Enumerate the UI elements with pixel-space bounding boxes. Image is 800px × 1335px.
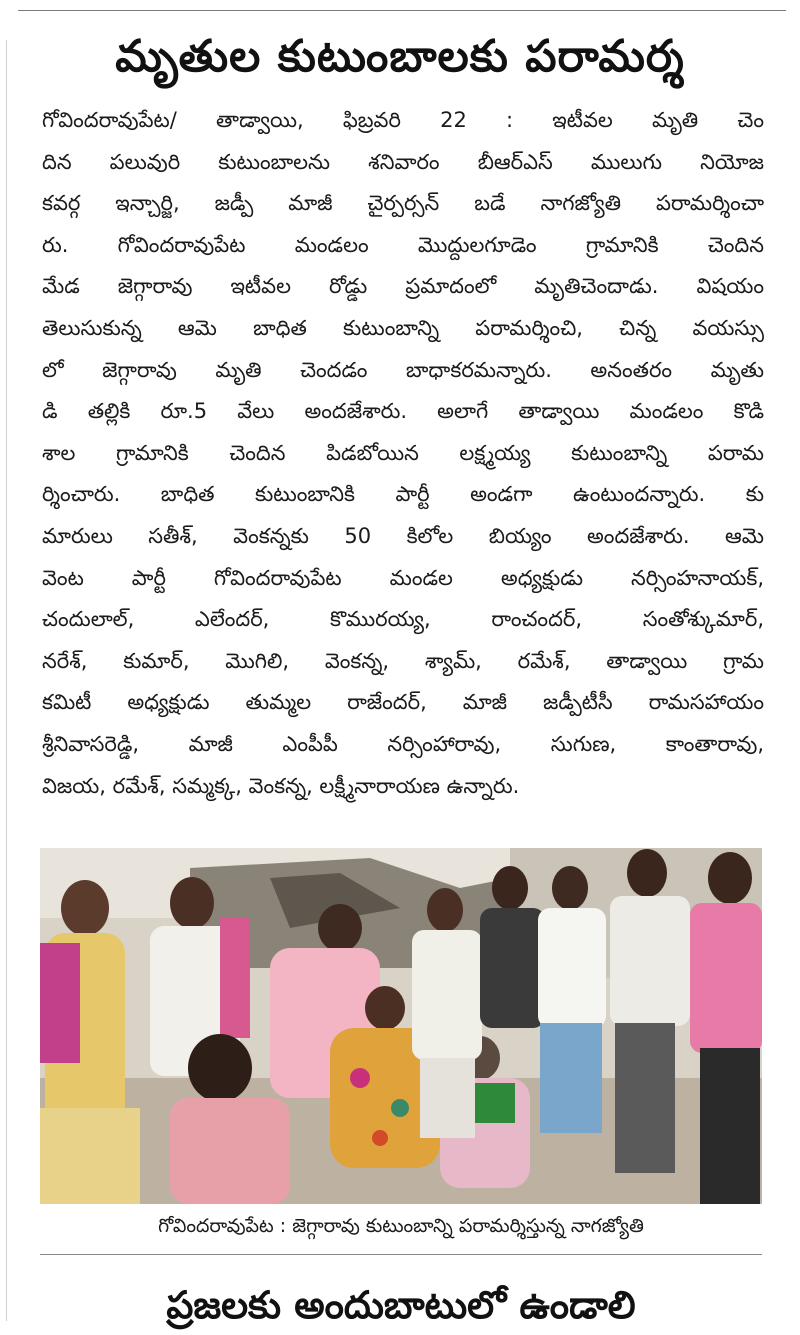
body-line: మేడ జెగ్గారావు ఇటీవల రోడ్డు ప్రమాదంలో మృతిచెందాడు. విషయం [42, 274, 764, 299]
body-line: వెంట పార్టీ గోవిందరావుపేట మండల అధ్యక్షుడు నర్సింహనాయక్, [42, 565, 764, 590]
body-line: మారులు సతీశ్, వెంకన్నకు 50 కిలోల బియ్యం అందజేశారు. ఆమె [42, 523, 764, 548]
body-line: చందులాల్, ఎలేందర్, కొమురయ్య, రాంచందర్, సంతోశ్కుమార్, [42, 607, 764, 632]
body-line: కవర్గ ఇన్చార్జి, జడ్పీ మాజీ చైర్పర్సన్ బడే నాగజ్యోతి పరామర్శించా [42, 191, 764, 216]
top-rule [18, 10, 786, 11]
body-line: శాల గ్రామానికి చెందిన పిడబోయిన లక్ష్మయ్య కుటుంబాన్ని పరామ [42, 440, 764, 465]
body-line: గోవిందరావుపేట/ తాడ్వాయి, ఫిబ్రవరి 22 : ఇటీవల మృతి చెం [42, 108, 764, 132]
body-line: ర్శించారు. బాధిత కుటుంబానికి పార్టీ అండగా ఉంటుందన్నారు. కు [42, 482, 764, 507]
body-line: రు. గోవిందరావుపేట మండలం మొద్దులగూడెం గ్రామానికి చెందిన [42, 232, 764, 257]
body-line: డి తల్లికి రూ.5 వేలు అందజేశారు. అలాగే తాడ్వాయి మండలం కొడి [42, 399, 764, 424]
photo-illustration [40, 848, 762, 1204]
body-line: విజయ, రమేశ్, సమ్మక్క, వెంకన్న, లక్ష్మీనారాయణ ఉన్నారు. [42, 773, 520, 798]
next-article-headline: ప్రజలకు అందుబాటులో ఉండాలి [166, 1283, 636, 1327]
body-line: కమిటీ అధ్యక్షుడు తుమ్మల రాజేందర్, మాజీ జడ్పీటీసీ రామసహాయం [42, 690, 764, 715]
article-divider [40, 1254, 762, 1255]
article-headline: మృతుల కుటుంబాలకు పరామర్శ [115, 31, 685, 82]
body-line: శ్రీనివాసరెడ్డి, మాజీ ఎంపీపీ నర్సింహారావు, సుగుణ, కాంతారావు, [42, 731, 764, 756]
photo-caption: గోవిందరావుపేట : జెగ్గారావు కుటుంబాన్ని పరామర్శిస్తున్న నాగజ్యోతి [158, 1215, 644, 1237]
left-margin-line [6, 40, 7, 1321]
body-line: తెలుసుకున్న ఆమె బాధిత కుటుంబాన్ని పరామర్శించి, చిన్న వయస్సు [42, 315, 764, 340]
body-line: లో జెగ్గారావు మృతి చెందడం బాధాకరమన్నారు. అనంతరం మృతు [42, 357, 764, 382]
news-photo [40, 848, 762, 1204]
article-body [42, 100, 764, 840]
body-line: నరేశ్, కుమార్, మొగిలి, వెంకన్న, శ్యామ్, రమేశ్, తాడ్వాయి గ్రామ [42, 648, 764, 673]
body-line: దిన పలువురి కుటుంబాలను శనివారం బీఆర్ఎస్ ములుగు నియోజ [42, 149, 764, 174]
